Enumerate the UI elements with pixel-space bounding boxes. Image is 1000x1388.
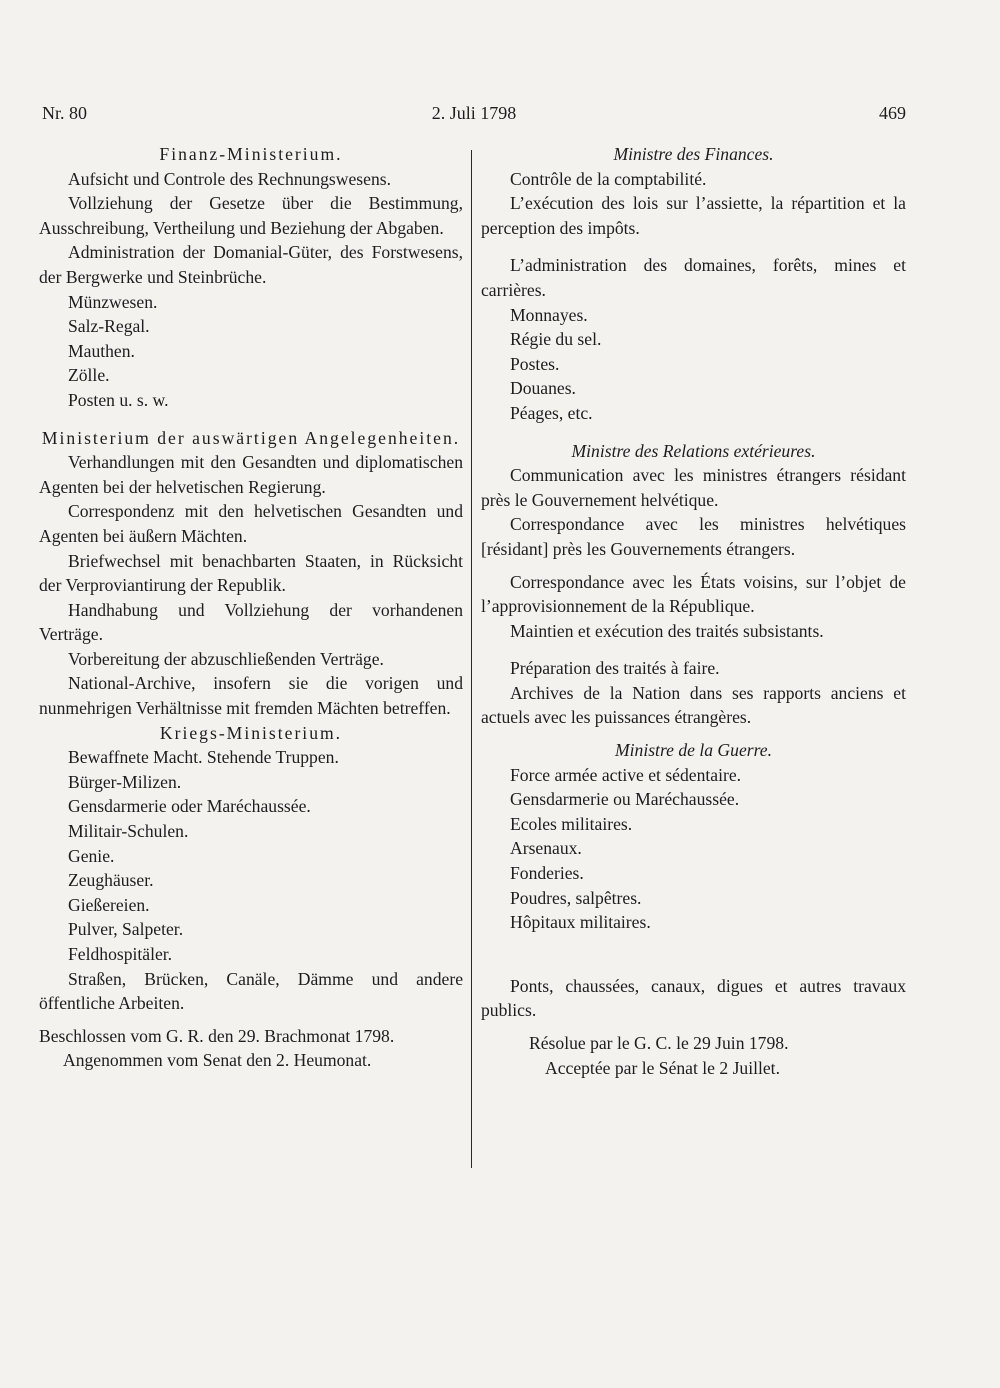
war-item-de: Feldhospitäler. [68,944,173,964]
acceptance-line-fr: Acceptée par le Sénat le 2 Juillet. [545,1057,780,1078]
finance-item-fr: Régie du sel. [510,329,602,350]
war-item-de: Militair-Schulen. [68,821,189,842]
foreign-item-fr: Préparation des traités à faire. [510,658,720,679]
column-divider [471,150,472,1168]
war-item-de: Gießereien. [68,894,150,915]
foreign-item-de: Vorbereitung der abzuschließenden Verträge. [68,648,384,669]
finance-item-fr: Postes. [510,353,560,374]
foreign-item-de: Verhandlungen mit den Gesandten und diplomatischen Agenten bei der helvetischen Regierung. [39,452,463,497]
finance-item-de: Administration der Domanial-Güter, des Forstwesens, der Bergwerke und Steinbrüche. [39,242,463,287]
war-item-de: Pulver, Salpeter. [68,919,184,940]
finance-item-de: Münzwesen. [68,291,158,312]
war-item-de: Bürger-Milizen. [68,771,182,792]
war-item-fr: Ponts, chaussées, canaux, digues et autres travaux publics. [481,975,906,1021]
page-number: 469 [879,103,906,123]
foreign-item-fr: Correspondance avec les ministres helvétiques [résidant] près les Gouvernements étrangers. [481,514,906,559]
war-item-de: Gensdarmerie oder Maréchaussée. [68,796,311,817]
foreign-item-fr: Maintien et exécution des traités subsistants. [510,620,824,641]
war-heading-fr: Ministre de la Guerre. [614,740,772,761]
war-item-fr: Gensdarmerie ou Maréchaussée. [510,789,740,810]
finance-item-fr: L’administration des domaines, forêts, mines et carrières. [481,255,906,300]
war-item-fr: Hôpitaux militaires. [510,912,651,933]
finance-item-fr: L’exécution des lois sur l’assiette, la répartition et la perception des impôts. [481,193,906,238]
foreign-item-fr: Communication avec les ministres étrangers résidant près le Gouvernement helvétique. [481,465,906,510]
finance-heading-fr: Ministre des Finances. [613,144,774,164]
foreign-item-de: National-Archive, insofern sie die vorigen und nunmehrigen Verhältnisse mit fremden Mächten betreffen. [39,673,463,719]
finance-item-fr: Péages, etc. [510,402,593,423]
french-column [481,142,906,1080]
foreign-item-fr: Archives de la Nation dans ses rapports anciens et actuels avec les puissances étrangères. [481,682,906,728]
war-item-fr: Poudres, salpêtres. [510,887,642,908]
finance-item-de: Aufsicht und Controle des Rechnungswesens. [68,168,391,189]
war-item-fr: Arsenaux. [510,838,582,859]
acceptance-line-de: Angenommen vom Senat den 2. Heumonat. [63,1050,372,1071]
finance-heading-de: Finanz-Ministerium. [159,144,343,164]
war-item-de: Zeughäuser. [68,870,154,891]
foreign-item-de: Handhabung und Vollziehung der vorhandenen Verträge. [39,599,463,645]
finance-item-fr: Contrôle de la comptabilité. [510,168,707,189]
foreign-item-de: Correspondenz mit den helvetischen Gesandten und Agenten bei äußern Mächten. [39,501,463,546]
finance-item-fr: Monnayes. [510,304,588,325]
finance-item-de: Posten u. s. w. [68,389,169,410]
page-header [42,103,906,129]
war-item-de: Straßen, Brücken, Canäle, Dämme und andere öffentliche Arbeiten. [39,968,463,1014]
foreign-item-de: Briefwechsel mit benachbarten Staaten, in Rücksicht der Verproviantirung der Republik. [39,550,463,596]
foreign-item-fr: Correspondance avec les États voisins, sur l’objet de l’approvisionnement de la République. [481,571,906,617]
resolution-line-fr: Résolue par le G. C. le 29 Juin 1798. [529,1033,789,1053]
finance-item-de: Mauthen. [68,340,135,361]
finance-item-de: Vollziehung der Gesetze über die Bestimmung, Ausschreibung, Vertheilung und Beziehung der Abgaben. [39,193,463,238]
resolution-line-de: Beschlossen vom G. R. den 29. Brachmonat 1798. [39,1025,395,1046]
document-number: Nr. 80 [42,103,87,123]
finance-item-de: Zölle. [68,365,110,386]
war-item-fr: Fonderies. [510,863,584,884]
war-heading-de: Kriegs-Ministerium. [159,722,343,743]
finance-item-de: Salz-Regal. [68,316,150,337]
foreign-heading-fr: Ministre des Relations extérieures. [571,440,816,461]
finance-item-fr: Douanes. [510,378,576,399]
war-item-de: Bewaffnete Macht. Stehende Truppen. [68,747,339,768]
war-item-fr: Ecoles militaires. [510,813,633,834]
header-date: 2. Juli 1798 [431,103,517,123]
foreign-heading-de: Ministerium der auswärtigen Angelegenheiten. [41,427,461,448]
german-column [39,142,463,1073]
war-item-fr: Force armée active et sédentaire. [510,764,742,785]
war-item-de: Genie. [68,845,115,866]
